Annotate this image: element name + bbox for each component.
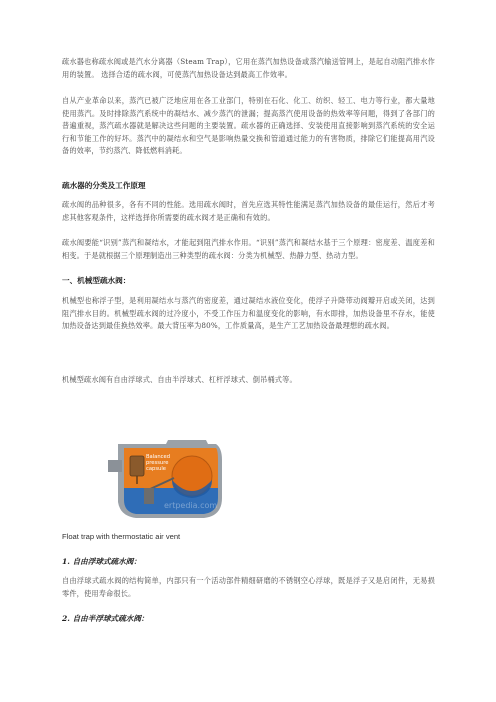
intro-paragraph: 疏水器也称疏水阀或是汽水分离器（Steam Trap），它用在蒸汽加热设备或蒸汽输送管网上，是起自动阻汽排水作用的装置。 选择合适的疏水阀，可使蒸汽加热设备达到最高工作效率。: [62, 57, 435, 79]
inlet-pipe: [108, 460, 122, 472]
figure-caption: Float trap with thermostatic air vent: [62, 532, 181, 541]
selection-paragraph: 疏水阀的品种很多，各有不同的性能。选用疏水阀时，首先应选其特性能满足蒸汽加热设备的最佳运行，然后才考虑其他客观条件，这样选择你所需要的疏水阀才是正确和有效的。: [62, 200, 435, 222]
history-paragraph: 自从产业革命以来，蒸汽已被广泛地应用在各工业部门，特别在石化、化工、纺织、轻工、电力等行业，都大量地使用蒸汽。及时排除蒸汽系统中的凝结水、减少蒸汽的泄漏；提高蒸汽使用设备的热效率等问题，得到了各部门的普遍重视，蒸汽疏水器就是解决这些问题的主要装置。疏水器的正确选择、安装使用直接影响到蒸汽系统的安全运行和节能工作的好坏。蒸汽中的凝结水和空气是影响热量交换和管道通过能力的有害物质，排除它们能提高用汽设备的效率，节约蒸汽、降低燃料消耗。: [62, 96, 435, 155]
float-trap-illustration: [108, 438, 226, 522]
section-heading-classification: 疏水器的分类及工作原理: [62, 181, 146, 190]
capsule-label-line1: Balanced: [146, 454, 170, 460]
subheading-free-float: 1. 自由浮球式疏水阀：: [62, 557, 141, 566]
mechanical-types-paragraph: 机械型疏水阀有自由浮球式、自由半浮球式、杠杆浮球式、倒吊桶式等。: [62, 375, 297, 384]
mechanical-paragraph: 机械型也称浮子型，是利用凝结水与蒸汽的密度差，通过凝结水液位变化，使浮子升降带动阀瓣开启或关闭，达到阻汽排水目的。机械型疏水阀的过冷度小，不受工作压力和温度变化的影响，有水即排，加热设备里不存水，能使加热设备达到最佳换热效率。最大背压率为80%，工作质量高，是生产工艺加热设备最理想的疏水阀。: [62, 296, 435, 330]
principle-paragraph: 疏水阀要能“识别”蒸汽和凝结水，才能起到阻汽排水作用。“识别”蒸汽和凝结水基于三个原理：密度差、温度差和相变。于是就根据三个原理制造出三种类型的疏水阀：分类为机械型、热静力型、热动力型。: [62, 238, 435, 260]
balanced-pressure-capsule: [130, 456, 144, 476]
valve-seat: [144, 488, 154, 504]
free-float-paragraph: 自由浮球式疏水阀的结构简单，内部只有一个活动部件精细研磨的不锈钢空心浮球，既是浮子又是启闭件，无易损零件，使用寿命很长。: [62, 576, 435, 598]
section-heading-mechanical: 一、机械型疏水阀：: [62, 276, 131, 285]
capsule-label-line2: pressure: [146, 460, 169, 466]
watermark-text: ertpedia.com: [164, 501, 218, 510]
capsule-label-line3: capsule: [146, 466, 166, 472]
subheading-semi-float: 2. 自由半浮球式疏水阀：: [62, 614, 149, 623]
